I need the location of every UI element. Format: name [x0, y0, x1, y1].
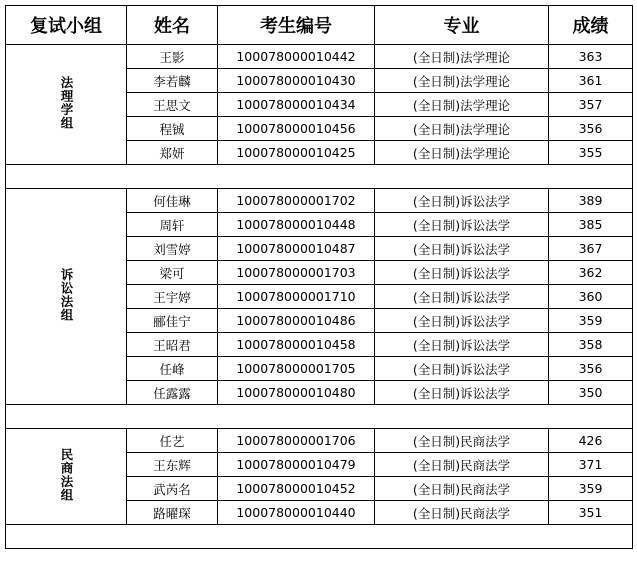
- id-cell: 100078000001705: [218, 357, 375, 381]
- header-group: 复试小组: [6, 6, 127, 45]
- major-cell: (全日制)法学理论: [375, 141, 549, 165]
- id-cell: 100078000010434: [218, 93, 375, 117]
- score-cell: 350: [549, 381, 633, 405]
- score-cell: 371: [549, 453, 633, 477]
- score-cell: 357: [549, 93, 633, 117]
- name-cell: 郦佳宁: [127, 309, 218, 333]
- id-cell: 100078000001702: [218, 189, 375, 213]
- name-cell: 王思文: [127, 93, 218, 117]
- id-cell: 100078000010456: [218, 117, 375, 141]
- major-cell: (全日制)诉讼法学: [375, 189, 549, 213]
- major-cell: (全日制)诉讼法学: [375, 237, 549, 261]
- major-cell: (全日制)法学理论: [375, 69, 549, 93]
- header-id: 考生编号: [218, 6, 375, 45]
- results-table: [5, 5, 633, 549]
- score-cell: 358: [549, 333, 633, 357]
- separator-row: [6, 165, 633, 189]
- id-cell: 100078000010458: [218, 333, 375, 357]
- score-cell: 389: [549, 189, 633, 213]
- id-cell: 100078000001703: [218, 261, 375, 285]
- table-row: [6, 429, 633, 453]
- score-cell: 359: [549, 477, 633, 501]
- name-cell: 周轩: [127, 213, 218, 237]
- name-cell: 郑妍: [127, 141, 218, 165]
- major-cell: (全日制)诉讼法学: [375, 333, 549, 357]
- name-cell: 王影: [127, 45, 218, 69]
- id-cell: 100078000010486: [218, 309, 375, 333]
- table-row: [6, 45, 633, 69]
- id-cell: 100078000010452: [218, 477, 375, 501]
- header-major: 专业: [375, 6, 549, 45]
- score-cell: 359: [549, 309, 633, 333]
- major-cell: (全日制)民商法学: [375, 429, 549, 453]
- separator-cell: [6, 405, 633, 429]
- separator-row: [6, 405, 633, 429]
- separator-row: [6, 525, 633, 549]
- header-name: 姓名: [127, 6, 218, 45]
- id-cell: 100078000010448: [218, 213, 375, 237]
- group-label-cell: [6, 45, 127, 165]
- group-label-cell: [6, 429, 127, 525]
- name-cell: 李若麟: [127, 69, 218, 93]
- name-cell: 王昭君: [127, 333, 218, 357]
- score-cell: 351: [549, 501, 633, 525]
- score-cell: 361: [549, 69, 633, 93]
- table-row: [6, 189, 633, 213]
- id-cell: 100078000001706: [218, 429, 375, 453]
- score-cell: 363: [549, 45, 633, 69]
- score-cell: 356: [549, 357, 633, 381]
- name-cell: 武芮名: [127, 477, 218, 501]
- major-cell: (全日制)法学理论: [375, 45, 549, 69]
- separator-cell: [6, 165, 633, 189]
- id-cell: 100078000001710: [218, 285, 375, 309]
- group-label-cell: [6, 189, 127, 405]
- name-cell: 路曜琛: [127, 501, 218, 525]
- id-cell: 100078000010425: [218, 141, 375, 165]
- major-cell: (全日制)诉讼法学: [375, 261, 549, 285]
- score-cell: 385: [549, 213, 633, 237]
- id-cell: 100078000010480: [218, 381, 375, 405]
- score-cell: 360: [549, 285, 633, 309]
- id-cell: 100078000010479: [218, 453, 375, 477]
- major-cell: (全日制)诉讼法学: [375, 285, 549, 309]
- group-label: 诉讼法组: [59, 268, 74, 322]
- name-cell: 任露露: [127, 381, 218, 405]
- group-label: 民商法组: [59, 448, 74, 502]
- major-cell: (全日制)诉讼法学: [375, 381, 549, 405]
- name-cell: 梁可: [127, 261, 218, 285]
- name-cell: 刘雪婷: [127, 237, 218, 261]
- major-cell: (全日制)法学理论: [375, 117, 549, 141]
- score-cell: 355: [549, 141, 633, 165]
- name-cell: 程铖: [127, 117, 218, 141]
- major-cell: (全日制)民商法学: [375, 453, 549, 477]
- name-cell: 王东辉: [127, 453, 218, 477]
- header-row: [6, 6, 633, 45]
- major-cell: (全日制)诉讼法学: [375, 309, 549, 333]
- score-cell: 356: [549, 117, 633, 141]
- id-cell: 100078000010442: [218, 45, 375, 69]
- major-cell: (全日制)诉讼法学: [375, 213, 549, 237]
- major-cell: (全日制)诉讼法学: [375, 357, 549, 381]
- group-label: 法理学组: [59, 76, 74, 130]
- name-cell: 任艺: [127, 429, 218, 453]
- name-cell: 王宇婷: [127, 285, 218, 309]
- name-cell: 何佳琳: [127, 189, 218, 213]
- id-cell: 100078000010487: [218, 237, 375, 261]
- major-cell: (全日制)民商法学: [375, 501, 549, 525]
- header-score: 成绩: [549, 6, 633, 45]
- score-cell: 362: [549, 261, 633, 285]
- name-cell: 任峰: [127, 357, 218, 381]
- major-cell: (全日制)法学理论: [375, 93, 549, 117]
- separator-cell: [6, 525, 633, 549]
- id-cell: 100078000010440: [218, 501, 375, 525]
- major-cell: (全日制)民商法学: [375, 477, 549, 501]
- score-cell: 426: [549, 429, 633, 453]
- id-cell: 100078000010430: [218, 69, 375, 93]
- score-cell: 367: [549, 237, 633, 261]
